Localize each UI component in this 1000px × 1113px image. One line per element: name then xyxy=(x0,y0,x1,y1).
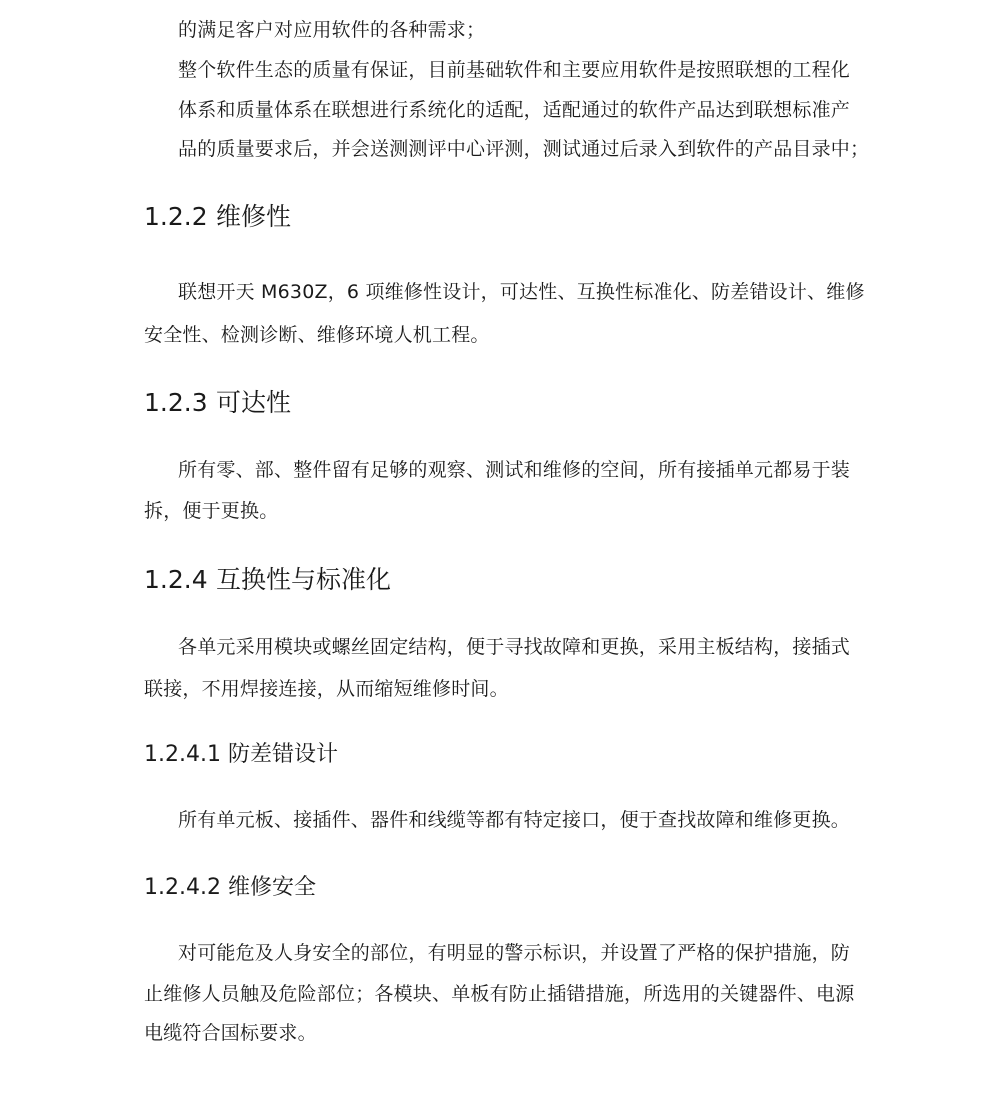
sec-1-2-4-line-1: 各单元采用模块或螺丝固定结构，便于寻找故障和更换，采用主板结构，接插式 xyxy=(178,636,851,658)
sec-1-2-3-line-1: 所有零、部、整件留有足够的观察、测试和维修的空间，所有接插单元都易于装 xyxy=(178,459,851,481)
intro-line-2: 整个软件生态的质量有保证，目前基础软件和主要应用软件是按照联想的工程化 xyxy=(178,59,851,81)
heading-title: 维修性 xyxy=(216,202,292,231)
heading-number: 1.2.4 xyxy=(144,565,208,594)
sec-1-2-4-2-line-3: 电缆符合国标要求。 xyxy=(144,1022,317,1044)
heading-1-2-4-2: 1.2.4.2 维修安全 xyxy=(144,875,316,900)
heading-1-2-3 xyxy=(144,388,291,418)
heading-title: 互换性与标准化 xyxy=(216,565,392,594)
heading-1-2-4 xyxy=(144,565,391,595)
sec-1-2-4-2-line-1: 对可能危及人身安全的部位，有明显的警示标识，并设置了严格的保护措施，防 xyxy=(178,942,851,964)
heading-title: 可达性 xyxy=(216,388,292,417)
sec-1-2-4-1-line-1: 所有单元板、接插件、器件和线缆等都有特定接口，便于查找故障和维修更换。 xyxy=(178,809,851,831)
sec-1-2-2-line-1: 联想开天 M630Z，6 项维修性设计，可达性、互换性标准化、防差错设计、维修 xyxy=(178,281,865,303)
heading-1-2-2 xyxy=(144,202,291,232)
sec-1-2-4-2-line-2: 止维修人员触及危险部位；各模块、单板有防止插错措施，所选用的关键器件、电源 xyxy=(144,983,855,1005)
sec-1-2-4-line-2: 联接，不用焊接连接，从而缩短维修时间。 xyxy=(144,678,509,700)
heading-number: 1.2.3 xyxy=(144,388,208,417)
heading-1-2-4-1: 1.2.4.1 防差错设计 xyxy=(144,742,338,767)
heading-number: 1.2.2 xyxy=(144,202,208,231)
intro-line-3: 体系和质量体系在联想进行系统化的适配，适配通过的软件产品达到联想标准产 xyxy=(178,99,851,121)
sec-1-2-2-line-2: 安全性、检测诊断、维修环境人机工程。 xyxy=(144,324,490,346)
intro-line-4: 品的质量要求后，并会送测测评中心评测，测试通过后录入到软件的产品目录中； xyxy=(178,138,870,160)
intro-line-1: 的满足客户对应用软件的各种需求； xyxy=(178,19,486,41)
sec-1-2-3-line-2: 拆，便于更换。 xyxy=(144,500,279,522)
